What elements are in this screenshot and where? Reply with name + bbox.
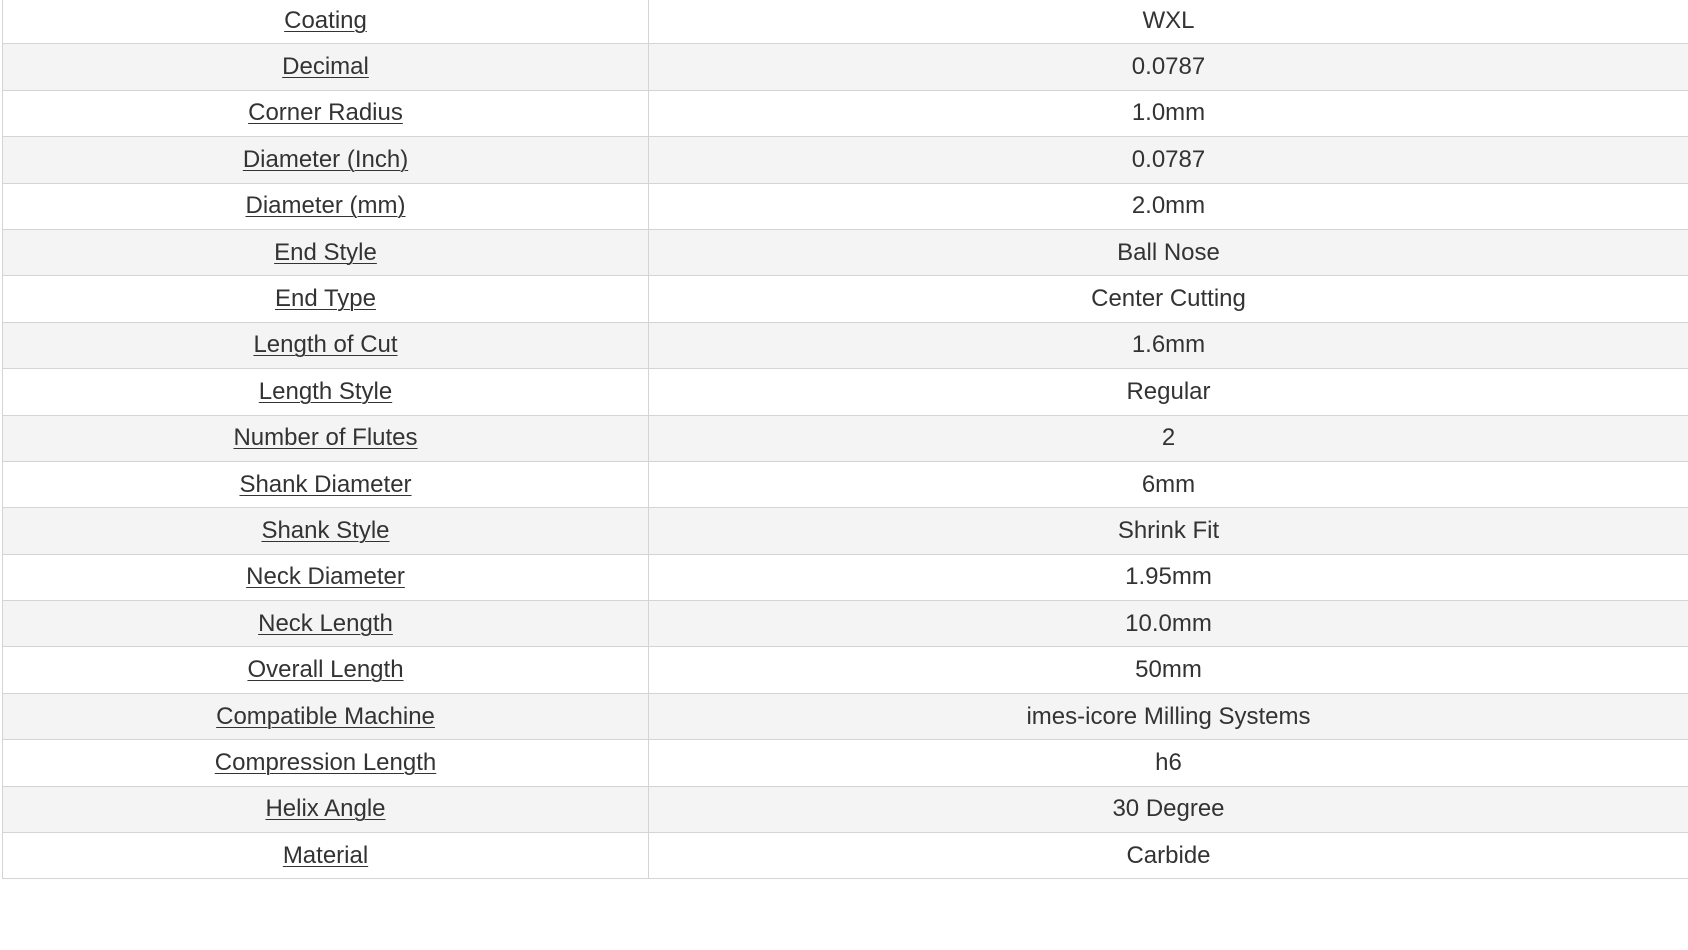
spec-value-neck-length: 10.0mm [649, 601, 1688, 647]
spec-row-helix-angle [3, 786, 1688, 832]
spec-label-link-overall-length[interactable]: Overall Length [247, 656, 404, 684]
spec-value-diameter-inch: 0.0787 [649, 137, 1688, 183]
spec-label-link-coating[interactable]: Coating [284, 6, 367, 34]
spec-label-cell [3, 786, 649, 832]
spec-row-material [3, 833, 1688, 879]
spec-label-link-decimal[interactable]: Decimal [282, 53, 369, 81]
spec-row-length-style [3, 369, 1688, 415]
spec-label-link-number-of-flutes[interactable]: Number of Flutes [233, 424, 418, 452]
spec-value-neck-diameter: 1.95mm [649, 554, 1688, 600]
spec-value-helix-angle: 30 Degree [649, 786, 1688, 832]
spec-label-cell [3, 647, 649, 693]
spec-label-cell [3, 508, 649, 554]
spec-value-material: Carbide [649, 833, 1688, 879]
spec-value-corner-radius: 1.0mm [649, 90, 1688, 136]
spec-row-coating [3, 0, 1688, 44]
spec-row-end-type [3, 276, 1688, 322]
spec-value-compression-length: h6 [649, 740, 1688, 786]
spec-row-neck-diameter [3, 554, 1688, 600]
spec-value-coating: WXL [649, 0, 1688, 44]
spec-row-decimal [3, 44, 1688, 90]
spec-value-length-of-cut: 1.6mm [649, 322, 1688, 368]
spec-label-link-material[interactable]: Material [282, 841, 369, 869]
spec-label-cell [3, 276, 649, 322]
spec-row-corner-radius [3, 90, 1688, 136]
spec-label-cell [3, 183, 649, 229]
spec-label-cell [3, 554, 649, 600]
spec-value-end-type: Center Cutting [649, 276, 1688, 322]
spec-row-end-style [3, 229, 1688, 275]
spec-row-neck-length [3, 601, 1688, 647]
spec-row-compatible-machine [3, 693, 1688, 739]
spec-value-decimal: 0.0787 [649, 44, 1688, 90]
spec-label-cell [3, 415, 649, 461]
spec-label-link-neck-length[interactable]: Neck Length [258, 609, 393, 637]
spec-label-link-shank-style[interactable]: Shank Style [261, 516, 390, 544]
spec-label-link-compression-length[interactable]: Compression Length [214, 748, 437, 776]
spec-label-cell [3, 461, 649, 507]
spec-row-compression-length [3, 740, 1688, 786]
spec-row-diameter-mm [3, 183, 1688, 229]
spec-label-cell [3, 322, 649, 368]
spec-row-overall-length [3, 647, 1688, 693]
spec-value-end-style: Ball Nose [649, 229, 1688, 275]
spec-label-link-diameter-inch[interactable]: Diameter (Inch) [242, 145, 409, 173]
spec-label-cell [3, 693, 649, 739]
spec-value-number-of-flutes: 2 [649, 415, 1688, 461]
spec-label-link-compatible-machine[interactable]: Compatible Machine [216, 702, 435, 730]
spec-value-compatible-machine: imes-icore Milling Systems [649, 693, 1688, 739]
spec-label-link-length-style[interactable]: Length Style [258, 377, 393, 405]
spec-label-link-length-of-cut[interactable]: Length of Cut [253, 331, 398, 359]
spec-label-link-shank-diameter[interactable]: Shank Diameter [239, 470, 412, 498]
spec-label-cell [3, 90, 649, 136]
spec-value-length-style: Regular [649, 369, 1688, 415]
spec-label-link-end-style[interactable]: End Style [274, 238, 377, 266]
spec-label-link-end-type[interactable]: End Type [275, 285, 376, 313]
spec-label-cell [3, 369, 649, 415]
spec-row-shank-style [3, 508, 1688, 554]
spec-label-link-neck-diameter[interactable]: Neck Diameter [246, 563, 405, 591]
spec-value-overall-length: 50mm [649, 647, 1688, 693]
spec-label-cell [3, 833, 649, 879]
spec-value-shank-style: Shrink Fit [649, 508, 1688, 554]
spec-label-cell [3, 229, 649, 275]
spec-value-shank-diameter: 6mm [649, 461, 1688, 507]
spec-row-length-of-cut [3, 322, 1688, 368]
spec-label-link-helix-angle[interactable]: Helix Angle [265, 795, 386, 823]
spec-label-cell [3, 601, 649, 647]
spec-label-cell [3, 137, 649, 183]
spec-row-shank-diameter [3, 461, 1688, 507]
specifications-table-body [3, 0, 1688, 879]
specifications-table [2, 0, 1688, 879]
spec-label-cell [3, 0, 649, 44]
spec-row-number-of-flutes [3, 415, 1688, 461]
spec-row-diameter-inch [3, 137, 1688, 183]
spec-label-link-diameter-mm[interactable]: Diameter (mm) [245, 192, 406, 220]
spec-label-link-corner-radius[interactable]: Corner Radius [248, 99, 403, 127]
spec-label-cell [3, 44, 649, 90]
spec-label-cell [3, 740, 649, 786]
spec-value-diameter-mm: 2.0mm [649, 183, 1688, 229]
